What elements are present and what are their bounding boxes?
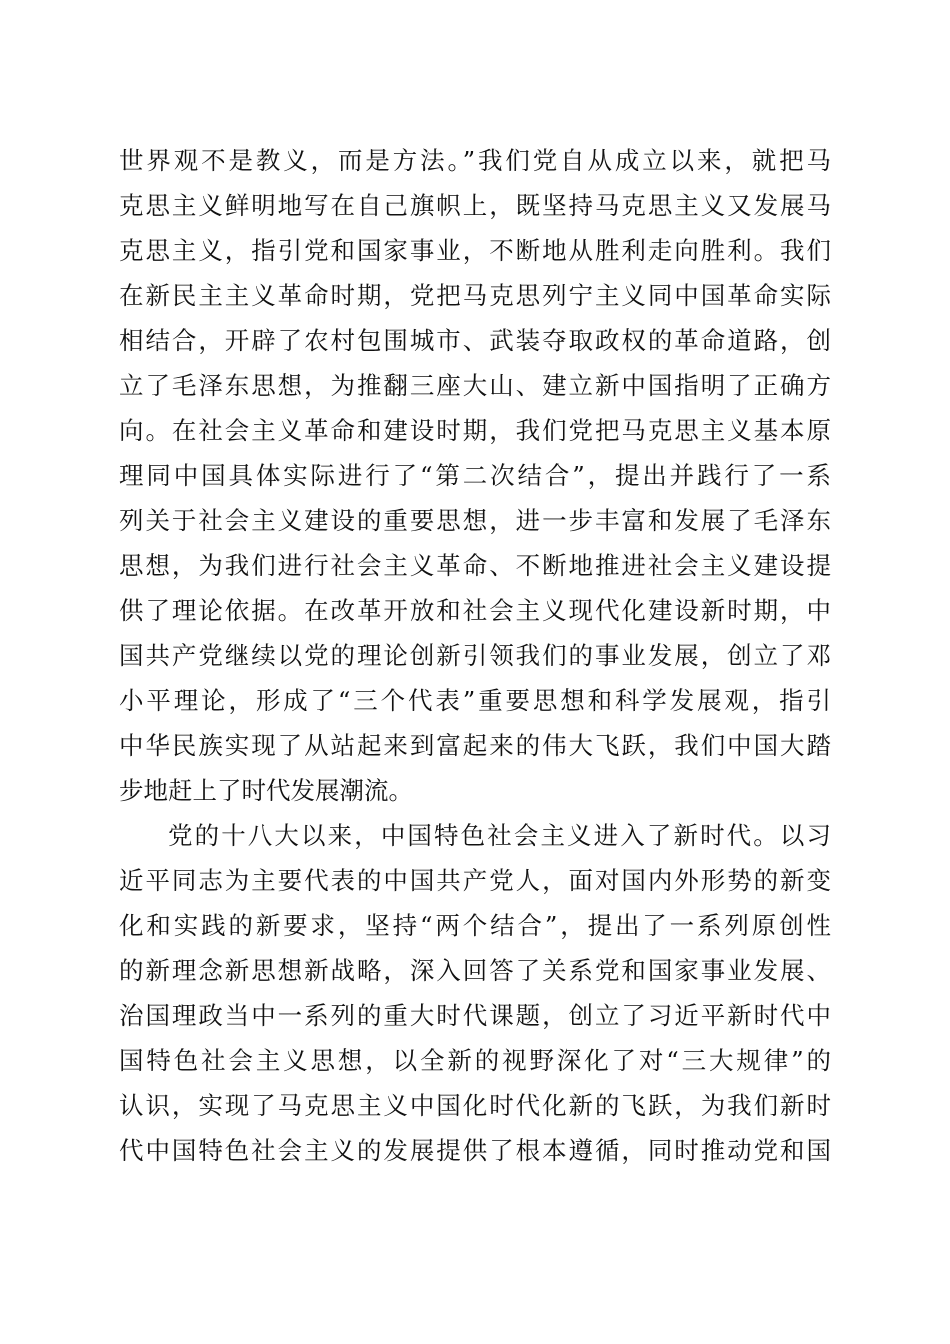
text-line: 理同中国具体实际进行了“第二次结合”，提出并践行了一系 [119, 461, 831, 490]
text-line: 克思主义，指引党和国家事业，不断地从胜利走向胜利。我们 [119, 236, 831, 265]
text-line: 代中国特色社会主义的发展提供了根本遵循，同时推动党和国 [119, 1136, 831, 1165]
text-line: 向。在社会主义革命和建设时期，我们党把马克思主义基本原 [119, 416, 831, 445]
text-line: 的新理念新思想新战略，深入回答了关系党和国家事业发展、 [119, 956, 831, 985]
text-line: 中华民族实现了从站起来到富起来的伟大飞跃，我们中国大踏 [119, 731, 831, 760]
text-line: 近平同志为主要代表的中国共产党人，面对国内外形势的新变 [119, 866, 831, 895]
text-line: 化和实践的新要求，坚持“两个结合”，提出了一系列原创性 [119, 911, 831, 940]
text-line: 步地赶上了时代发展潮流。 [119, 776, 413, 805]
paragraph-1 [119, 138, 831, 813]
text-line: 列关于社会主义建设的重要思想，进一步丰富和发展了毛泽东 [119, 506, 831, 535]
text-line: 克思主义鲜明地写在自己旗帜上，既坚持马克思主义又发展马 [119, 191, 831, 220]
text-line: 立了毛泽东思想，为推翻三座大山、建立新中国指明了正确方 [119, 371, 831, 400]
text-line: 世界观不是教义，而是方法。”我们党自从成立以来，就把马 [119, 146, 831, 175]
text-line: 相结合，开辟了农村包围城市、武装夺取政权的革命道路，创 [119, 326, 831, 355]
text-line: 认识，实现了马克思主义中国化时代化新的飞跃，为我们新时 [119, 1091, 831, 1120]
paragraph-2 [119, 813, 831, 1173]
text-line: 治国理政当中一系列的重大时代课题，创立了习近平新时代中 [119, 1001, 831, 1030]
text-line: 在新民主主义革命时期，党把马克思列宁主义同中国革命实际 [119, 281, 831, 310]
text-line: 国特色社会主义思想，以全新的视野深化了对“三大规律”的 [119, 1046, 831, 1075]
text-line: 供了理论依据。在改革开放和社会主义现代化建设新时期，中 [119, 596, 831, 625]
text-line: 国共产党继续以党的理论创新引领我们的事业发展，创立了邓 [119, 641, 831, 670]
text-line: 党的十八大以来，中国特色社会主义进入了新时代。以习 [168, 821, 831, 850]
body-text [119, 138, 831, 1173]
text-line: 小平理论，形成了“三个代表”重要思想和科学发展观，指引 [119, 686, 831, 715]
text-line: 思想，为我们进行社会主义革命、不断地推进社会主义建设提 [119, 551, 831, 580]
